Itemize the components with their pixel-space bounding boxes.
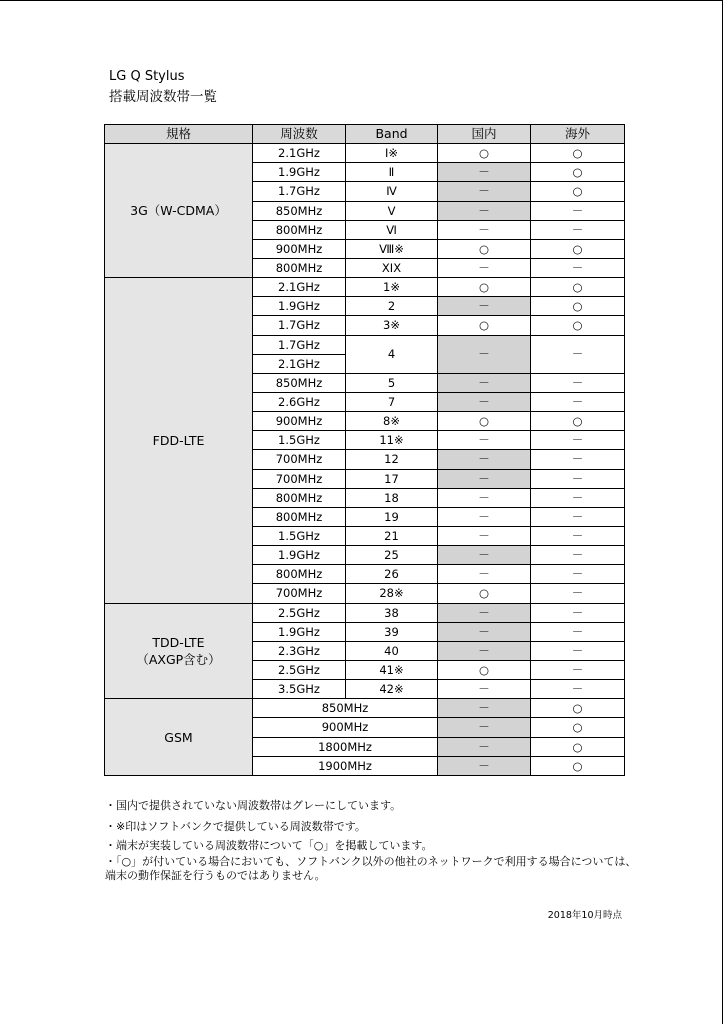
overseas-cell: － [531, 488, 625, 507]
standard-sublabel: （AXGP含む） [136, 651, 221, 667]
band-cell: 3※ [346, 316, 438, 335]
frequency-cell: 1900MHz [253, 756, 438, 775]
domestic-cell: － [438, 507, 531, 526]
header-standard: 規格 [105, 125, 253, 144]
band-cell: 25 [346, 546, 438, 565]
note-disclaimer: ・「○」が付いている場合においても、ソフトバンク以外の他社のネットワークで利用する場合については、端末の動作保証を行うものではありません。 [105, 855, 637, 882]
frequency-cell: 2.3GHz [253, 641, 346, 660]
overseas-cell: － [531, 565, 625, 584]
table-row [105, 144, 625, 163]
band-cell: Ⅳ [346, 182, 438, 201]
standard-cell [105, 699, 253, 776]
standard-cell [105, 144, 253, 278]
frequency-cell: 1.9GHz [253, 297, 346, 316]
domestic-cell: － [438, 469, 531, 488]
frequency-cell: 800MHz [253, 507, 346, 526]
page-border-top [0, 0, 723, 1]
as-of-date: 2018年10月時点 [547, 910, 622, 921]
frequency-cell: 2.5GHz [253, 660, 346, 679]
band-cell: 41※ [346, 660, 438, 679]
overseas-cell: － [531, 622, 625, 641]
overseas-cell: ○ [531, 278, 625, 297]
domestic-cell: － [438, 373, 531, 392]
domestic-cell: － [438, 699, 531, 718]
band-cell: Ⅰ※ [346, 144, 438, 163]
frequency-cell: 1.9GHz [253, 163, 346, 182]
domestic-cell: － [438, 297, 531, 316]
overseas-cell: － [531, 392, 625, 411]
overseas-cell: ○ [531, 756, 625, 775]
domestic-cell: － [438, 182, 531, 201]
header-frequency: 周波数 [253, 125, 346, 144]
overseas-cell: － [531, 603, 625, 622]
domestic-cell: ○ [438, 239, 531, 258]
frequency-cell: 2.1GHz [253, 144, 346, 163]
frequency-cell: 700MHz [253, 584, 346, 603]
overseas-cell: ○ [531, 699, 625, 718]
overseas-cell: － [531, 507, 625, 526]
frequency-cell: 1.5GHz [253, 431, 346, 450]
overseas-cell: － [531, 469, 625, 488]
standard-cell [105, 278, 253, 603]
band-cell: Ⅵ [346, 220, 438, 239]
note-asterisk: ・※印はソフトバンクで提供している周波数帯です。 [105, 820, 366, 833]
band-cell: 11※ [346, 431, 438, 450]
domestic-cell: － [438, 220, 531, 239]
domestic-cell: － [438, 258, 531, 277]
band-cell: 7 [346, 392, 438, 411]
note-gray: ・国内で提供されていない周波数帯はグレーにしています。 [105, 799, 402, 812]
header-band: Band [346, 125, 438, 144]
domestic-cell: － [438, 565, 531, 584]
overseas-cell: － [531, 431, 625, 450]
overseas-cell: － [531, 450, 625, 469]
table-header-row [105, 125, 625, 144]
frequency-cell: 1.7GHz [253, 316, 346, 335]
band-cell: 26 [346, 565, 438, 584]
document-title: LG Q Stylus [109, 69, 185, 84]
standard-label: 3G（W-CDMA） [130, 203, 227, 219]
frequency-cell: 2.5GHz [253, 603, 346, 622]
overseas-cell: － [531, 584, 625, 603]
domestic-cell: － [438, 392, 531, 411]
frequency-cell: 1.7GHz [253, 182, 346, 201]
band-cell: 1※ [346, 278, 438, 297]
overseas-cell: ○ [531, 718, 625, 737]
domestic-cell: － [438, 450, 531, 469]
frequency-cell: 900MHz [253, 718, 438, 737]
band-cell: XIX [346, 258, 438, 277]
overseas-cell: － [531, 201, 625, 220]
band-cell: 2 [346, 297, 438, 316]
domestic-cell: － [438, 737, 531, 756]
frequency-cell: 900MHz [253, 239, 346, 258]
band-cell: 17 [346, 469, 438, 488]
domestic-cell: － [438, 603, 531, 622]
overseas-cell: － [531, 373, 625, 392]
overseas-cell: ○ [531, 316, 625, 335]
frequency-cell: 800MHz [253, 488, 346, 507]
table-row [105, 278, 625, 297]
domestic-cell: － [438, 546, 531, 565]
overseas-cell: ○ [531, 737, 625, 756]
header-overseas: 海外 [531, 125, 625, 144]
overseas-cell: － [531, 220, 625, 239]
band-cell: Ⅱ [346, 163, 438, 182]
domestic-cell: ○ [438, 412, 531, 431]
band-cell: 18 [346, 488, 438, 507]
overseas-cell: ○ [531, 182, 625, 201]
band-cell: 4 [346, 335, 438, 373]
domestic-cell: － [438, 641, 531, 660]
frequency-cell: 850MHz [253, 699, 438, 718]
band-cell: Ⅴ [346, 201, 438, 220]
frequency-cell: 2.1GHz [253, 278, 346, 297]
band-cell: 39 [346, 622, 438, 641]
frequency-band-table [104, 124, 625, 776]
band-cell: 40 [346, 641, 438, 660]
overseas-cell: － [531, 660, 625, 679]
frequency-cell: 2.6GHz [253, 392, 346, 411]
table-row [105, 603, 625, 622]
domestic-cell: － [438, 488, 531, 507]
overseas-cell: － [531, 335, 625, 373]
frequency-cell: 700MHz [253, 469, 346, 488]
overseas-cell: － [531, 546, 625, 565]
frequency-cell: 800MHz [253, 258, 346, 277]
overseas-cell: － [531, 526, 625, 545]
frequency-cell: 2.1GHz [253, 354, 346, 373]
standard-label: FDD-LTE [152, 432, 205, 448]
frequency-cell: 3.5GHz [253, 680, 346, 699]
overseas-cell: － [531, 641, 625, 660]
header-domestic: 国内 [438, 125, 531, 144]
domestic-cell: － [438, 431, 531, 450]
frequency-cell: 1.9GHz [253, 622, 346, 641]
domestic-cell: ○ [438, 660, 531, 679]
band-cell: 12 [346, 450, 438, 469]
table-body [105, 144, 625, 776]
domestic-cell: ○ [438, 144, 531, 163]
domestic-cell: － [438, 201, 531, 220]
note-circle: ・端末が実装している周波数帯について「○」を掲載しています。 [105, 839, 433, 852]
standard-cell [105, 603, 253, 699]
band-cell: 8※ [346, 412, 438, 431]
domestic-cell: － [438, 756, 531, 775]
frequency-cell: 1.5GHz [253, 526, 346, 545]
overseas-cell: ○ [531, 163, 625, 182]
frequency-cell: 850MHz [253, 201, 346, 220]
domestic-cell: ○ [438, 316, 531, 335]
domestic-cell: ○ [438, 584, 531, 603]
overseas-cell: － [531, 258, 625, 277]
overseas-cell: ○ [531, 144, 625, 163]
frequency-cell: 850MHz [253, 373, 346, 392]
frequency-cell: 700MHz [253, 450, 346, 469]
band-cell: 42※ [346, 680, 438, 699]
table-row [105, 699, 625, 718]
overseas-cell: ○ [531, 239, 625, 258]
frequency-cell: 900MHz [253, 412, 346, 431]
standard-label: TDD-LTE [152, 634, 205, 650]
domestic-cell: ○ [438, 278, 531, 297]
domestic-cell: － [438, 622, 531, 641]
frequency-cell: 1.7GHz [253, 335, 346, 354]
band-cell: 21 [346, 526, 438, 545]
domestic-cell: － [438, 718, 531, 737]
domestic-cell: － [438, 163, 531, 182]
overseas-cell: － [531, 680, 625, 699]
band-cell: 28※ [346, 584, 438, 603]
band-cell: 38 [346, 603, 438, 622]
overseas-cell: ○ [531, 412, 625, 431]
frequency-cell: 1800MHz [253, 737, 438, 756]
domestic-cell: － [438, 680, 531, 699]
domestic-cell: － [438, 335, 531, 373]
document-subtitle: 搭載周波数帯一覧 [109, 89, 217, 105]
domestic-cell: － [438, 526, 531, 545]
frequency-cell: 800MHz [253, 565, 346, 584]
standard-label: GSM [164, 729, 193, 745]
frequency-cell: 1.9GHz [253, 546, 346, 565]
band-cell: 19 [346, 507, 438, 526]
band-cell: Ⅷ※ [346, 239, 438, 258]
overseas-cell: ○ [531, 297, 625, 316]
frequency-cell: 800MHz [253, 220, 346, 239]
band-cell: 5 [346, 373, 438, 392]
